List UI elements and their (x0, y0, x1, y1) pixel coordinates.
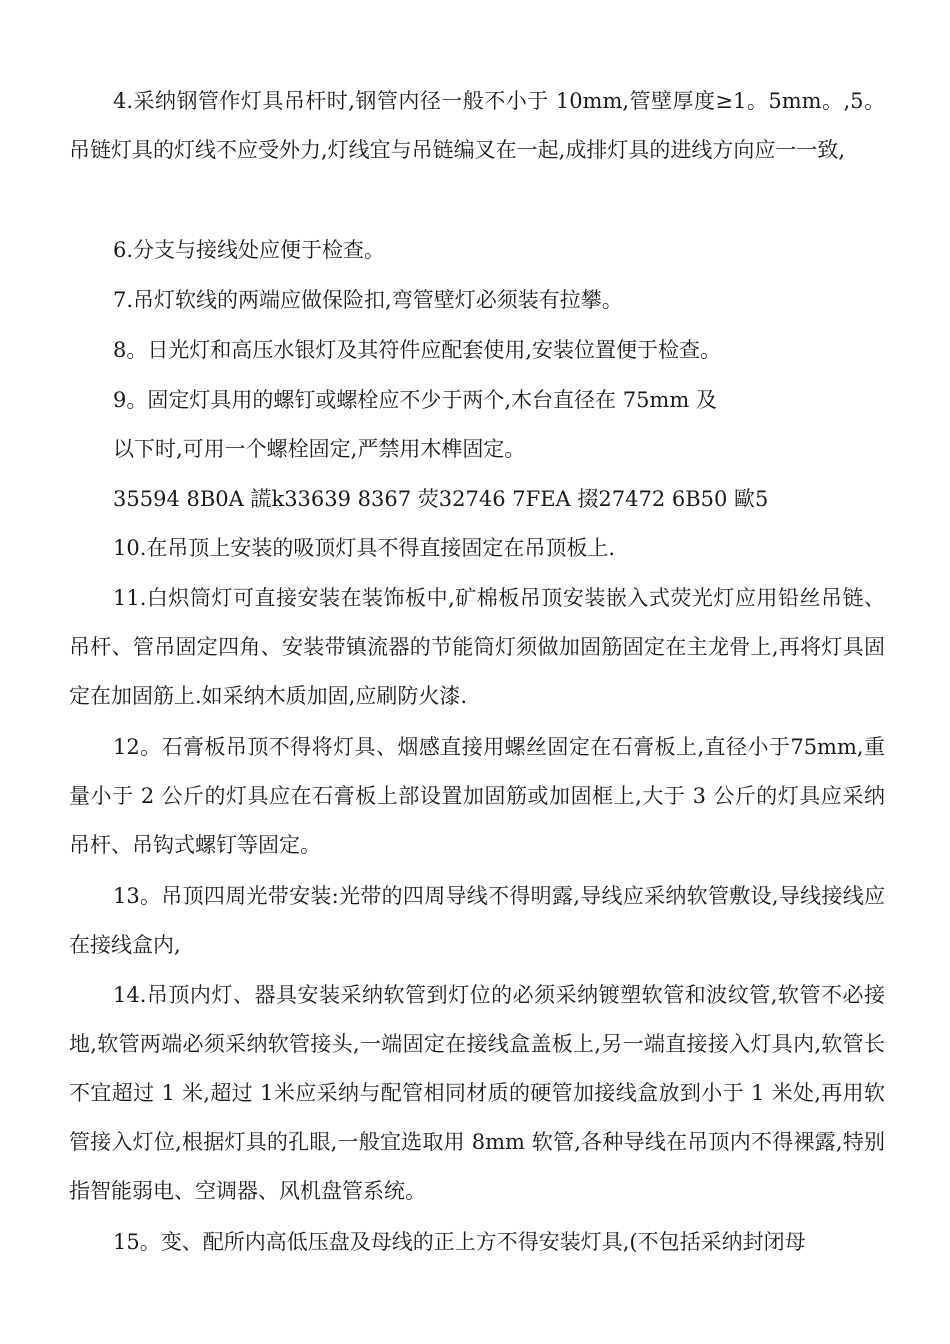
paragraph-10: 10.在吊顶上安装的吸顶灯具不得直接固定在吊顶板上. (113, 536, 616, 560)
paragraph-4-5: 4.采纳钢管作灯具吊杆时,钢管内径一般不小于 10mm,管壁厚度≥1。5mm。,5。吊链灯具的灯线不应受外力,灯线宜与吊链编叉在一起,成排灯具的进线方向应一一致, (69, 89, 885, 162)
paragraph-12: 12。石膏板吊顶不得将灯具、烟感直接用螺丝固定在石膏板上,直径小于75mm,重量小于 2 公斤的灯具应在石膏板上部设置加固筋或加固框上,大于 3 公斤的灯具应采纳吊杆、吊钩式螺钉等固定。 (69, 735, 885, 857)
paragraph-6: 6.分支与接线处应便于检查。 (113, 238, 386, 262)
paragraph-8: 8。日光灯和高压水银灯及其符件应配套使用,安装位置便于检查。 (113, 338, 722, 362)
paragraph-11: 11.白炽筒灯可直接安装在装饰板中,矿棉板吊顶安装嵌入式荧光灯应用铅丝吊链、吊杆、管吊固定四角、安装带镇流器的节能筒灯须做加固筋固定在主龙骨上,再将灯具固定在加固筋上.如采纳木质加固,应刷防火漆. (69, 586, 885, 708)
code-line: 35594 8B0A 謊k33639 8367 荧32746 7FEA 掇27472 6B50 歐5 (113, 487, 769, 511)
paragraph-7: 7.吊灯软线的两端应做保险扣,弯管壁灯必须装有拉攀。 (113, 288, 623, 312)
paragraph-14: 14.吊顶内灯、器具安装采纳软管到灯位的必须采纳镀塑软管和波纹管,软管不必接地,软管两端必须采纳软管接头,一端固定在接线盒盖板上,另一端直接接入灯具内,软管长不宜超过 1 米,超过 1米应采纳与配管相同材质的硬管加接线盒放到小于 1 米处,再用软管接入灯位,根据灯具的孔眼,一般宜选取用 8mm 软管,各种导线在吊顶内不得裸露,特别指智能弱电、空调器、风机盘管系统。 (69, 983, 885, 1203)
paragraph-13: 13。吊顶四周光带安装:光带的四周导线不得明露,导线应采纳软管敷设,导线接线应在接线盒内, (69, 884, 885, 957)
paragraph-15: 15。变、配所内高低压盘及母线的正上方不得安装灯具,(不包括采纳封闭母 (113, 1230, 806, 1254)
paragraph-9-line-2: 以下时,可用一个螺栓固定,严禁用木榫固定。 (113, 437, 526, 461)
paragraph-9-line-1: 9。固定灯具用的螺钉或螺栓应不少于两个,木台直径在 75mm 及 (113, 388, 717, 412)
